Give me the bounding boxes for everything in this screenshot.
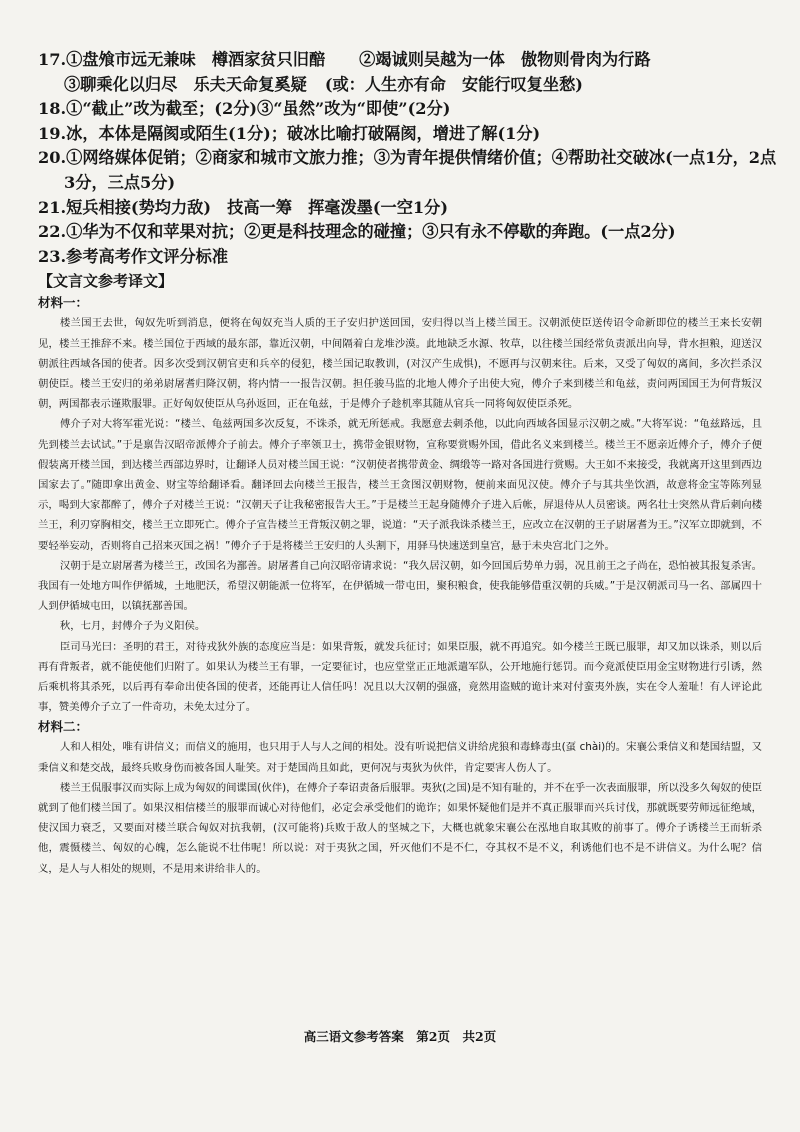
material-2-paragraph-1: 人和人相处，唯有讲信义；而信义的施用，也只用于人与人之间的相处。没有听说把信义讲给虎狼和毒蜂毒虫(虿 chài)的。宋襄公秉信义和楚国结盟，又秉信义和楚交战，最终兵败身伤而被各国人耻笑。对于楚国尚且如此，更何况与夷狄为伙伴，肯定要害人伤人了。 bbox=[38, 741, 762, 774]
page-footer: 高三语文参考答案 第2页 共2页 bbox=[303, 1029, 497, 1044]
answer-21-text: 短兵相接(势均力敌) 技高一筹 挥毫泼墨(一空1分) bbox=[66, 197, 449, 217]
material-1-paragraph-2: 傅介子对大将军霍光说：“楼兰、龟兹两国多次反复，不诛杀，就无所惩戒。我愿意去刺杀他，以此向西域各国显示汉朝之威。”大将军说：“龟兹路远，且先到楼兰去试试。”于是禀告汉昭帝派傅介子前去。傅介子率领卫士，携带金银财物，宣称要赏赐外国，借此名义来到楼兰。楼兰王不愿亲近傅介子，傅介子便假装离开楼兰国，到达楼兰西部边界时，让翻译人员对楼兰国王说：“汉朝使者携带黄金、绸缎等一路对各国进行赏赐。大王如不来接受，我就离开这里到西边国家去了。”随即拿出黄金、财宝等给翻译看。翻译回去向楼兰王报告，楼兰王贪图汉朝财物，便前来面见汉使。傅介子与其共坐饮酒，故意将金宝等陈列显示，喝到大家都醉了，傅介子对楼兰王说：“汉朝天子让我秘密报告大王。”于是楼兰王起身随傅介子进入后帐，屏退侍从人员密谈。两名壮士突然从背后刺向楼兰王，利刃穿胸相交，楼兰王立即死亡。傅介子宣告楼兰王背叛汉朝之罪，说道：“天子派我诛杀楼兰王，应改立在汉朝的王子尉屠耆为王。”汉军立即就到，不要轻举妄动，否则将自己招来灭国之祸！”傅介子于是将楼兰王安归的人头割下，用驿马快速送到皇宫，悬于未央宫北门之外。 bbox=[38, 418, 762, 552]
question-number: 22. bbox=[38, 222, 67, 242]
answer-19 bbox=[38, 122, 762, 147]
answer-18 bbox=[38, 97, 762, 122]
answer-17-line2-b: (或：人生亦有命 安能行叹复坐愁) bbox=[324, 74, 583, 94]
answer-17-line1-b: ②竭诚则吴越为一体 傲物则骨肉为行路 bbox=[359, 50, 651, 69]
material-1-paragraph-4: 秋，七月，封傅介子为义阳侯。 bbox=[59, 620, 206, 633]
answer-17-continued bbox=[38, 73, 762, 98]
answer-20-line2: 3分，三点5分) bbox=[64, 172, 176, 192]
answer-22-text: ①华为不仅和苹果对抗；②更是科技理念的碰撞；③只有永不停歇的奔跑。(一点2分) bbox=[66, 222, 676, 242]
material-2-paragraph-2: 楼兰王侃服事汉而实际上成为匈奴的间谍国(伙伴)，在傅介子奉诏责备后服罪。夷狄(之国)是不知有耻的，并不在乎一次表面服罪，所以没多久匈奴的使臣就到了他们楼兰国了。如果汉相信楼兰的服罪而诚心对待他们，必定会承受他们的诡诈；如果怀疑他们是并不真正服罪而兴兵讨伐，那就既要劳师远征绝域，使汉国力衰乏，又要面对楼兰联合匈奴对抗我朝，(汉可能将)兵败于敌人的坚城之下，大概也就象宋襄公在泓地自取其败的前事了。傅介子诱楼兰王而斩杀他，震慑楼兰、匈奴的心魄，怎么能说不壮伟呢！所以说：对于夷狄之国，歼灭他们不是不仁，夺其权不是不义，利诱他们也不是不讲信义。为什么呢？信义，是人与人相处的规则，不是用来讲给非人的。 bbox=[38, 781, 762, 875]
material-2-title: 材料二： bbox=[38, 719, 89, 735]
material-1-title: 材料一： bbox=[38, 295, 89, 311]
question-number: 23. bbox=[38, 246, 67, 266]
answer-19-text: 冰，本体是隔阂或陌生(1分)；破冰比喻打破隔阂，增进了解(1分) bbox=[66, 123, 541, 143]
answer-20-line1: ①网络媒体促销；②商家和城市文旅力推；③为青年提供情绪价值；④帮助社交破冰(一点1分，2点 bbox=[66, 148, 777, 168]
question-number: 18. bbox=[38, 99, 67, 119]
question-number: 20. bbox=[38, 148, 67, 168]
question-number: 19. bbox=[38, 123, 67, 143]
material-1-paragraph-1: 楼兰国王去世，匈奴先听到消息，便将在匈奴充当人质的王子安归护送回国，安归得以当上楼兰国王。汉朝派使臣送传诏令命新即位的楼兰王来长安朝见，楼兰王推辞不来。楼兰国位于西域的最东部，靠近汉朝，中间隔着白龙堆沙漠。此地缺乏水源、牧草，以往楼兰国经常负责派出向导，背水担粮，迎送汉朝派往西域各国的使者。因多次受到汉朝官吏和兵卒的侵犯，楼兰国记取教训，(对汉产生成惧)，不愿再与汉朝来往。后来，又受了匈奴的离间，多次拦杀汉朝使臣。楼兰王安归的弟弟尉屠耆归降汉朝，将内情一一报告汉朝。担任骏马监的北地人傅介子出使大宛，傅介子来到楼兰和龟兹，责问两国国王为何背叛汉朝，两国都表示谨欺服罪。正好匈奴使臣从乌孙返回，正在龟兹，于是傅介子趁机率其随从官兵一同将匈奴使臣杀死。 bbox=[38, 317, 762, 411]
answer-23 bbox=[38, 245, 762, 270]
material-1-paragraph-3: 汉朝于是立尉屠耆为楼兰王，改国名为鄯善。尉屠耆自己向汉昭帝请求说：“我久居汉朝，如今回国后势单力弱，况且前王之子尚在，恐怕被其报复杀害。我国有一处地方叫作伊循城，土地肥沃，希望汉朝能派一位将军，在伊循城一带屯田，聚积粮食，使我能够借重汉朝的兵威。”于是汉朝派司马一名、部属四十人到伊循城屯田，以镇抚鄯善国。 bbox=[38, 559, 762, 613]
answer-17-line2-a: ③聊乘化以归尽 乐夫天命复奚疑 bbox=[64, 74, 307, 94]
question-number: 21. bbox=[38, 197, 67, 217]
answer-21 bbox=[38, 196, 762, 221]
answer-20 bbox=[38, 146, 777, 171]
answer-18-text: ①“截止”改为截至；(2分)③“虽然”改为“即使”(2分) bbox=[66, 99, 451, 119]
answer-20-continued bbox=[38, 171, 762, 196]
translation-title: 【文言文参考译文】 bbox=[38, 272, 174, 291]
material-1-paragraph-5: 臣司马光曰：圣明的君王，对待戎狄外族的态度应当是：如果背叛，就发兵征讨；如果臣服，就不再追究。如今楼兰王既已服罪，却又加以诛杀，则以后再有背叛者，就不能使他们归附了。如果认为楼兰王有罪，一定要征讨，也应堂堂正正地派遣军队，公开地施行惩罚。而今竟派使臣用金宝财物进行引诱，然后乘机将其杀死，以后再有奉命出使各国的使者，还能再让人信任吗！况且以大汉朝的强盛，竟然用盗贼的诡计来对付蛮夷外族，实在令人羞耻！有人评论此事，赞美傅介子立了一件奇功，未免太过分了。 bbox=[38, 640, 762, 714]
answer-17 bbox=[38, 48, 762, 73]
answer-17-line1-a: ①盘飧市远无兼味 樽酒家贫只旧醅 bbox=[66, 50, 326, 69]
answer-key bbox=[38, 48, 777, 269]
answer-23-text: 参考高考作文评分标准 bbox=[66, 246, 229, 266]
question-number: 17. bbox=[38, 50, 67, 69]
answer-22 bbox=[38, 220, 762, 245]
